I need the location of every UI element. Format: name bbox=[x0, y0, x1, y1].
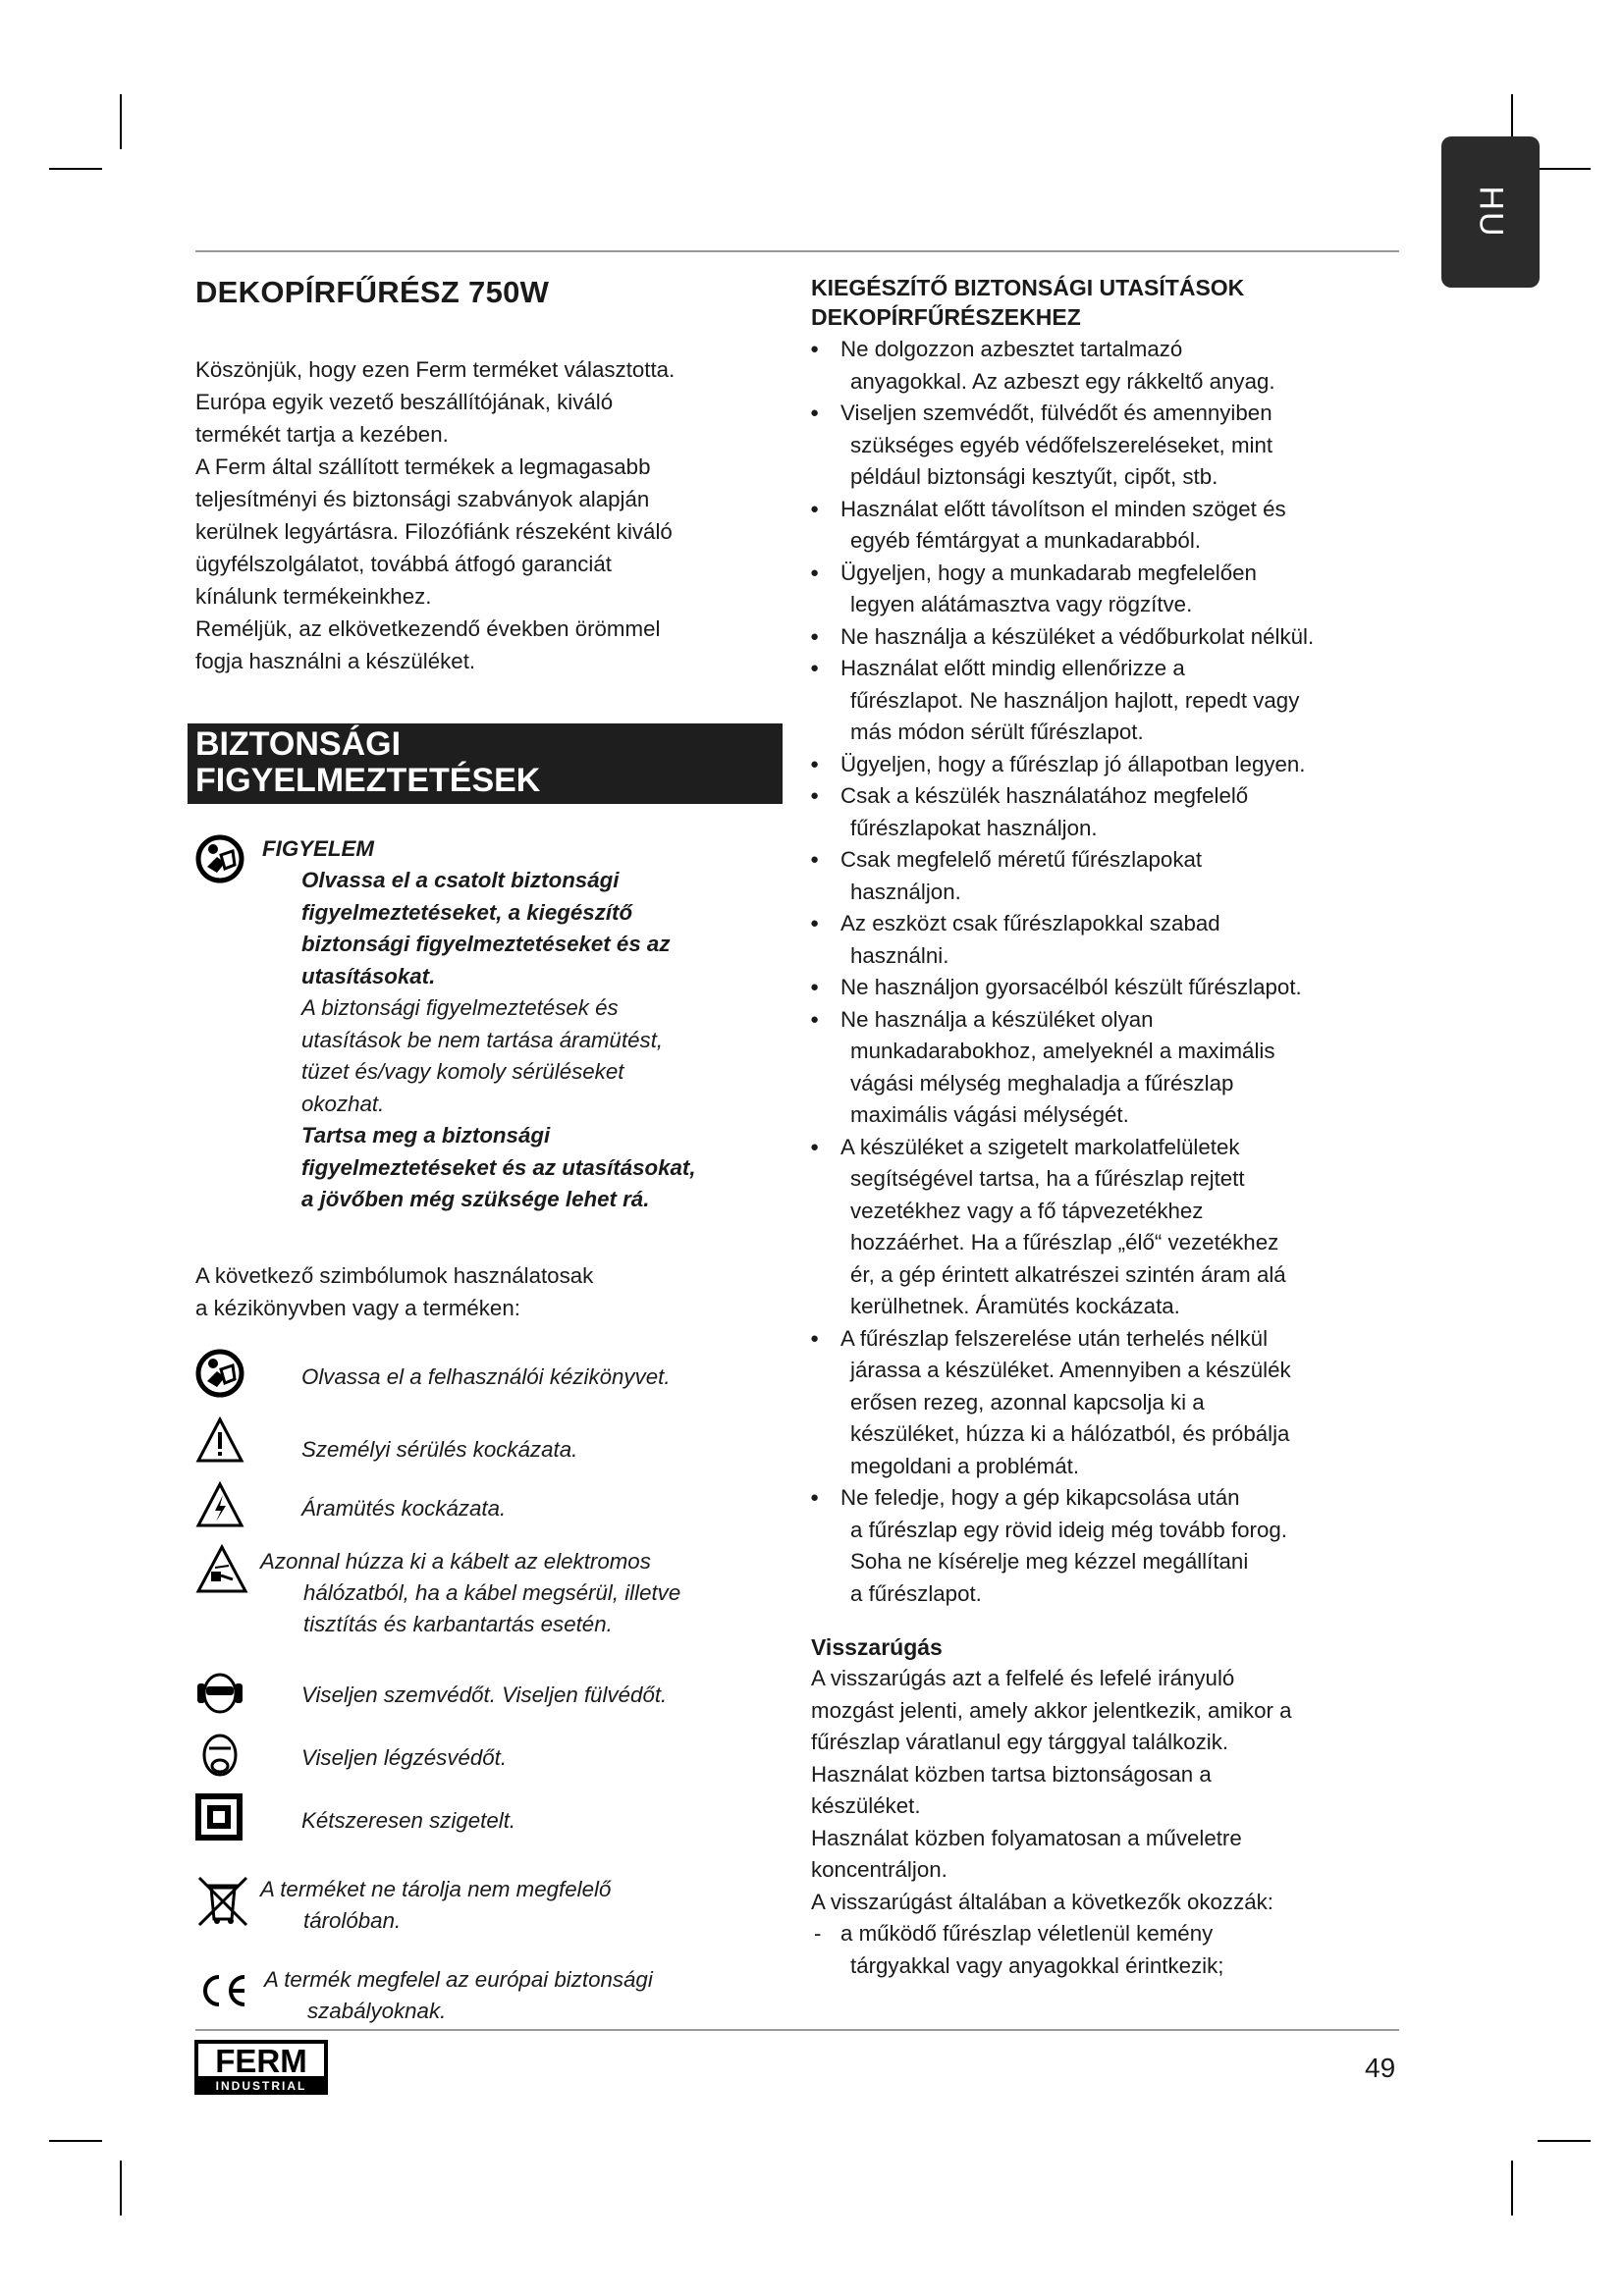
goggles-earmuffs-icon bbox=[195, 1670, 244, 1724]
list-item: ● Ne használjon gyorsacélból készült fűrészlapot. bbox=[811, 972, 1410, 1004]
list-item: ● Ne használja a készüléket olyan munkadarabokhoz, amelyeknél a maximális vágási mélység meghaladja a fűrészlap maximális vágási mélységét. bbox=[811, 1004, 1410, 1132]
symbol-shock-row: Áramütés kockázata. bbox=[195, 1493, 785, 1524]
list-item: ● Ügyeljen, hogy a munkadarab megfelelően legyen alátámasztva vagy rögzítve. bbox=[811, 558, 1410, 621]
symbol-respirator-row: Viseljen légzésvédőt. bbox=[195, 1742, 785, 1774]
symbol-unplug-row: Azonnal húzza ki a kábelt az elektromos hálózatból, ha a kábel megsérül, illetve tisztítás és karbantartás esetén. bbox=[195, 1546, 785, 1640]
warning-bold-text: Olvassa el a csatolt biztonsági figyelmeztetéseket, a kiegészítő biztonsági figyelmeztetéseket és az utasításokat. bbox=[301, 868, 671, 988]
safety-instructions-list bbox=[811, 334, 1410, 1610]
crop-mark bbox=[49, 168, 102, 170]
kickback-paragraph-2: Használat közben tartsa biztonságosan a készüléket. bbox=[811, 1761, 1212, 1818]
list-item: ● A készüléket a szigetelt markolatfelületek segítségével tartsa, ha a fűrészlap rejtett vezetékhez vagy a fő tápvezetékhez hozzáérhet. Ha a fűrészlap „élő“ vezetékhez ér, a gép érintett alkatrészei szintén áram alá kerülhetnek. Áramütés kockázata. bbox=[811, 1132, 1410, 1323]
bottom-rule bbox=[195, 2029, 1399, 2031]
symbol-eyes-ears-row: Viseljen szemvédőt. Viseljen fülvédőt. bbox=[195, 1680, 785, 1711]
symbol-manual-row: Olvassa el a felhasználói kézikönyvet. bbox=[195, 1362, 785, 1393]
warning-block bbox=[195, 833, 785, 1216]
list-item: ● Az eszközt csak fűrészlapokkal szabad használni. bbox=[811, 908, 1410, 972]
list-item: ● Csak a készülék használatához megfelelő fűrészlapokat használjon. bbox=[811, 780, 1410, 844]
list-item: ● A fűrészlap felszerelése után terhelés nélkül járassa a készüléket. Amennyiben a készülék erősen rezeg, azonnal kapcsolja ki a készüléket, húzza ki a hálózatból, és próbálja megoldani a problémát. bbox=[811, 1323, 1410, 1483]
ce-mark-icon bbox=[195, 1972, 248, 2018]
read-manual-icon bbox=[195, 1348, 244, 1408]
read-manual-icon bbox=[195, 833, 244, 889]
symbol-disposal-row: A terméket ne tárolja nem megfelelő tárolóban. bbox=[195, 1874, 785, 1937]
logo-subtext: INDUSTRIAL bbox=[215, 2079, 307, 2093]
list-item: ● Ne dolgozzon azbesztet tartalmazó anyagokkal. Az azbeszt egy rákkeltő anyag. bbox=[811, 334, 1410, 398]
list-item: ● Ügyeljen, hogy a fűrészlap jó állapotban legyen. bbox=[811, 749, 1410, 781]
respirator-icon bbox=[195, 1733, 244, 1789]
page-number: 49 bbox=[1365, 2053, 1396, 2083]
symbols-intro: A következő szimbólumok használatosak a kézikönyvben vagy a terméken: bbox=[195, 1262, 594, 1320]
crop-mark bbox=[1538, 168, 1591, 170]
ferm-industrial-logo bbox=[194, 2040, 328, 2095]
symbol-ce-row: A termék megfelel az európai biztonsági szabályoknak. bbox=[195, 1964, 785, 2027]
list-item: ● Ne feledje, hogy a gép kikapcsolása után a fűrészlap egy rövid ideig még tovább forog. Soha ne kísérelje meg kézzel megállítani a fűrészlapot. bbox=[811, 1482, 1410, 1610]
language-tab bbox=[1441, 136, 1540, 288]
list-item: ● Viseljen szemvédőt, fülvédőt és amennyiben szükséges egyéb védőfelszereléseket, mint például biztonsági kesztyűt, cipőt, stb. bbox=[811, 398, 1410, 494]
crop-mark bbox=[49, 2140, 102, 2142]
right-section-heading: KIEGÉSZÍTŐ BIZTONSÁGI UTASÍTÁSOK DEKOPÍRFŰRÉSZEKHEZ bbox=[811, 275, 1245, 330]
warning-keep-text: Tartsa meg a biztonsági figyelmeztetéseket és az utasításokat, a jövőben még szüksége lehet rá. bbox=[301, 1123, 696, 1211]
crossed-bin-icon bbox=[195, 1874, 250, 1938]
list-item: ● Csak megfelelő méretű fűrészlapokat használjon. bbox=[811, 844, 1410, 908]
kickback-cause-item: - a működő fűrészlap véletlenül kemény tárgyakkal vagy anyagokkal érintkezik; bbox=[811, 1918, 1410, 1982]
crop-mark bbox=[120, 94, 122, 149]
list-item: ● Használat előtt távolítson el minden szöget és egyéb fémtárgyat a munkadarabból. bbox=[811, 494, 1410, 558]
intro-paragraph: Köszönjük, hogy ezen Ferm terméket választotta. Európa egyik vezető beszállítójának, kiváló termékét tartja a kezében. A Ferm által szállított termékek a legmagasabb teljesítményi és biztonsági szabványok alapján kerülnek legyártásra. Filozófiánk részeként kiváló ügyfélszolgálatot, továbbá átfogó garanciát kínálunk termékeinkhez. Reméljük, az elkövetkezendő években örömmel fogja használni a készüléket. bbox=[195, 357, 676, 673]
kickback-paragraph-4: A visszarúgást általában a következők okozzák: bbox=[811, 1889, 1273, 1914]
list-item: ● Ne használja a készüléket a védőburkolat nélkül. bbox=[811, 621, 1410, 654]
symbol-injury-row: Személyi sérülés kockázata. bbox=[195, 1434, 785, 1466]
warning-italic-text: A biztonsági figyelmeztetések és utasítások be nem tartása áramütést, tüzet és/vagy komoly sérüléseket okozhat. bbox=[301, 995, 664, 1116]
list-item: ● Használat előtt mindig ellenőrizze a fűrészlapot. Ne használjon hajlott, repedt vagy más módon sérült fűrészlapot. bbox=[811, 653, 1410, 749]
language-tab-label: HU bbox=[1472, 186, 1510, 239]
unplug-warning-icon bbox=[195, 1544, 248, 1604]
warning-triangle-icon bbox=[195, 1416, 244, 1472]
crop-mark bbox=[1538, 2140, 1591, 2142]
electric-shock-icon bbox=[195, 1481, 244, 1537]
kickback-paragraph-1: A visszarúgás azt a felfelé és lefelé irányuló mozgást jelenti, amely akkor jelentkezik, amikor a fűrészlap váratlanul egy tárggyal találkozik. bbox=[811, 1666, 1292, 1754]
left-column bbox=[195, 245, 785, 2027]
warning-title: FIGYELEM bbox=[262, 836, 374, 861]
symbol-double-insulated-row: Kétszeresen szigetelt. bbox=[195, 1805, 785, 1837]
kickback-heading: Visszarúgás bbox=[811, 1634, 943, 1660]
right-column bbox=[811, 273, 1410, 1982]
crop-mark bbox=[120, 2161, 122, 2216]
kickback-paragraph-3: Használat közben folyamatosan a műveletre koncentráljon. bbox=[811, 1825, 1242, 1882]
crop-mark bbox=[1511, 2161, 1513, 2216]
double-insulation-icon bbox=[195, 1793, 243, 1849]
logo-text: FERM bbox=[215, 2043, 307, 2079]
document-title: DEKOPÍRFŰRÉSZ 750W bbox=[195, 275, 550, 309]
safety-warnings-header: BIZTONSÁGI FIGYELMEZTETÉSEK bbox=[188, 723, 783, 804]
